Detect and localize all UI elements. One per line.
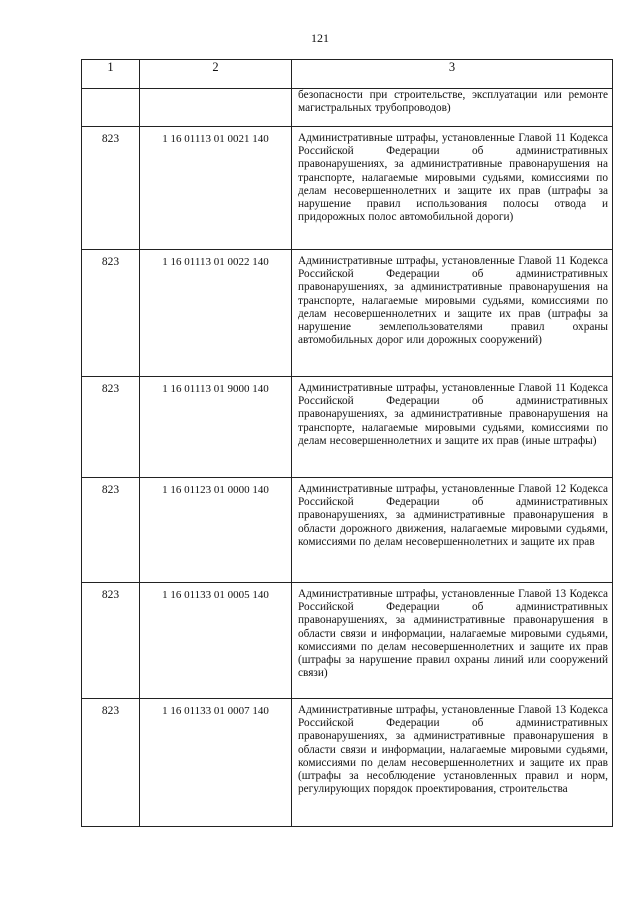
kbk-code-cell: 1 16 01133 01 0005 140 — [140, 583, 292, 699]
admin-code-cell: 823 — [82, 127, 140, 250]
kbk-code-cell: 1 16 01113 01 0021 140 — [140, 127, 292, 250]
kbk-code-cell: 1 16 01123 01 0000 140 — [140, 478, 292, 583]
admin-code-cell: 823 — [82, 377, 140, 478]
table-row — [82, 127, 613, 250]
admin-code-cell — [82, 89, 140, 127]
table-row — [82, 583, 613, 699]
column-header-2: 2 — [140, 60, 292, 89]
table-row — [82, 377, 613, 478]
column-header-1: 1 — [82, 60, 140, 89]
kbk-code-cell: 1 16 01113 01 9000 140 — [140, 377, 292, 478]
column-header-3: 3 — [292, 60, 613, 89]
kbk-code-cell: 1 16 01133 01 0007 140 — [140, 699, 292, 827]
table-row — [82, 699, 613, 827]
kbk-code-cell: 1 16 01113 01 0022 140 — [140, 250, 292, 377]
table-row — [82, 250, 613, 377]
kbk-code-cell — [140, 89, 292, 127]
admin-code-cell: 823 — [82, 583, 140, 699]
admin-code-cell: 823 — [82, 699, 140, 827]
description-cell: Административные штрафы, установленные Главой 11 Кодекса Российской Федерации об административных правонарушениях, за административные правонарушения на транспорте, налагаемые мировыми судьями, комиссиями по делам несовершеннолетних и защите их прав (штрафы за нарушение правил использования полосы отвода и придорожных полос автомобильной дороги) — [292, 127, 613, 250]
description-cell: Административные штрафы, установленные Главой 11 Кодекса Российской Федерации об административных правонарушениях, за административные правонарушения на транспорте, налагаемые мировыми судьями, комиссиями по делам несовершеннолетних и защите их прав (штрафы за нарушение землепользователями правил охраны автомобильных дорог или дорожных сооружений) — [292, 250, 613, 377]
description-cell: Административные штрафы, установленные Главой 11 Кодекса Российской Федерации об административных правонарушениях, за административные правонарушения на транспорте, налагаемые мировыми судьями, комиссиями по делам несовершеннолетних и защите их прав (иные штрафы) — [292, 377, 613, 478]
page-number: 121 — [311, 31, 329, 45]
description-cell: Административные штрафы, установленные Главой 12 Кодекса Российской Федерации об административных правонарушениях, за административные правонарушения в области дорожного движения, налагаемые мировыми судьями, комиссиями по делам несовершеннолетних и защите их прав — [292, 478, 613, 583]
description-cell: Административные штрафы, установленные Главой 13 Кодекса Российской Федерации об административных правонарушениях, за административные правонарушения в области связи и информации, налагаемые мировыми судьями, комиссиями по делам несовершеннолетних и защите их прав (штрафы за несоблюдение установленных правил и норм, регулирующих порядок проектирования, строительства — [292, 699, 613, 827]
description-cell: безопасности при строительстве, эксплуатации или ремонте магистральных трубопроводов) — [292, 89, 613, 127]
table-row — [82, 478, 613, 583]
revenue-codes-table — [81, 59, 613, 827]
admin-code-cell: 823 — [82, 250, 140, 377]
admin-code-cell: 823 — [82, 478, 140, 583]
table-header-row — [82, 60, 613, 89]
description-cell: Административные штрафы, установленные Главой 13 Кодекса Российской Федерации об административных правонарушениях, за административные правонарушения в области связи и информации, налагаемые мировыми судьями, комиссиями по делам несовершеннолетних и защите их прав (штрафы за нарушение правил охраны линий или сооружений связи) — [292, 583, 613, 699]
table-row — [82, 89, 613, 127]
